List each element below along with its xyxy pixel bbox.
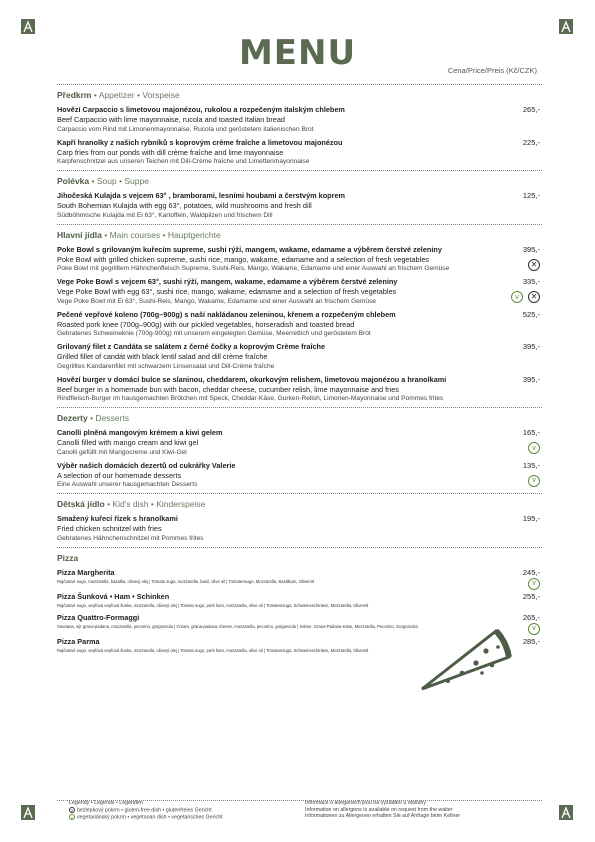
gluten-free-icon: ✕: [528, 291, 540, 303]
item-name-de: Canolli gefüllt mit Mangocreme und Kiwi-Gel: [57, 448, 187, 456]
menu-item: [57, 592, 542, 613]
item-name-cz: Výběr našich domácích dezertů od cukrářky Valerie: [57, 460, 236, 470]
logo-corner-icon: [21, 19, 35, 34]
section-title: [57, 171, 542, 191]
logo-corner-icon: [559, 19, 573, 34]
allergen-note-en: Information on allergens is available on request from the waiter: [305, 806, 453, 813]
item-name-en: Fried chicken schnitzel with fries: [57, 524, 162, 533]
legend-vegetarian: vegetariánský pokrm • vegetarian dish • vegetarisches Gericht: [77, 814, 223, 820]
gluten-free-icon: ✕: [70, 807, 74, 813]
menu-content: [57, 84, 542, 658]
menu-section: [57, 407, 542, 493]
vegetarian-icon: v: [511, 291, 523, 303]
allergen-note-de: Informationen zu Allergenen erhalten Sie auf Anfrage beim Kellner: [305, 813, 461, 820]
diet-icons: [528, 259, 540, 271]
item-name-en: South Bohemian Kulajda with egg 63°, potatoes, wild mushrooms and fresh dill: [57, 201, 312, 210]
item-name-en: Carp fries from our ponds with dill crème fraîche and lime mayonnaise: [57, 147, 284, 157]
item-name-de: Gebratenes Hähnchenschnitzel mit Pommes frites: [57, 534, 204, 542]
item-price: 265,-: [522, 612, 540, 622]
diet-icons: [528, 578, 540, 590]
diet-icons: [511, 291, 540, 303]
item-name-cz: Pizza Margherita: [57, 567, 115, 577]
section-title-cz: Hlavní jídla: [57, 229, 102, 240]
footer: [57, 800, 542, 820]
vegetarian-icon: v: [528, 623, 540, 635]
item-price: 195,-: [522, 514, 540, 523]
section-title-translations: • Appetizer • Vorspeise: [91, 90, 180, 100]
item-name-cz: Hovězí Carpaccio s limetovou majonézou, rukolou a rozpečeným italským chlebem: [57, 105, 345, 114]
item-name-cz: Pizza Parma: [57, 636, 100, 646]
item-name-de: Gebratenes Schweineknie (700g-900g) mit unserem eingelegten Gemüse, Meerrettich und geröstetem Brot: [57, 330, 371, 337]
section-title-translations: • Main courses • Hauptgerichte: [101, 229, 221, 240]
section-title-translations: • Desserts: [87, 413, 129, 423]
menu-section: [57, 224, 542, 408]
diet-icons: [528, 475, 540, 487]
price-header: Cena/Price/Preis (Kč/CZK): [447, 66, 537, 75]
item-name-de: Gegrilltes Kandarenfilet mit schwarzem Linsensalat und Dill-Crème fraîche: [57, 362, 275, 370]
item-price: 225,-: [522, 137, 540, 147]
item-price: 265,-: [522, 105, 540, 114]
menu-item: [57, 514, 542, 547]
legend-title: Legendy • Legends • Legenden: [69, 800, 143, 806]
menu-item: [57, 310, 542, 343]
menu-item: [57, 191, 542, 224]
page-title: MENU: [238, 33, 357, 73]
section-title: [57, 225, 542, 245]
item-name-de: Südböhmische Kulajda mit Ei 63°, Kartoffeln, Waldpilzen und frischem Dill: [57, 211, 273, 219]
item-name-cz: Kapří hranolky z našich rybníků s koprovým crème fraîche a limetovou majonézou: [57, 137, 343, 147]
section-title: [57, 85, 542, 105]
pizza-slice-icon: [418, 623, 513, 693]
section-title: [57, 548, 542, 568]
item-name-cz: Smažený kuřecí řízek s hranolkami: [57, 514, 178, 523]
vegetarian-icon: v: [528, 578, 540, 590]
item-ingredients: Smetana, sýr grana-padana, mozzarella, pecorino, gorgonzola | Cream, grana-padana cheese, mozzarella, pecorino, gorgonzola | Sahne, Grana-Padana-Käse, Mozzarella, Pecorino, Gorgonzola: [57, 623, 418, 629]
item-name-de: Rindfleisch-Burger im hausgemachten Brötchen mit Speck, Cheddar-Käse, Gurken-Relish, Limonen-Mayonnaise und Pommes frites: [57, 395, 444, 402]
item-price: 165,-: [522, 428, 540, 437]
item-ingredients: Rajčatové sugo, mozzarella, bazalka, olivový olej | Tomato sugo, mozzarella, basil, olive oil | Tomatensugo, Mozzarella, Basilikum, Olivenöl: [57, 578, 314, 584]
legend-gluten-free: bezlepkový pokrm • gluten-free dish • glutenfreies Gericht: [77, 807, 212, 813]
item-name-de: Poke Bowl mit gegrilltem Hähnchenfleisch Supreme, Sushi-Reis, Mango, Wakame, Edamame und einer Auswahl an frischem Gemüse: [57, 265, 450, 272]
item-name-en: Vege Poke Bowl with egg 63°, sushi rice, mango, wakame, edamame and a selection of fresh vegetables: [57, 287, 397, 296]
section-title-cz: Pizza: [57, 552, 79, 563]
section-title-translations: • Kid's dish • Kinderspeise: [104, 499, 206, 509]
diet-icons: [528, 442, 540, 454]
item-name-de: Karpfenschnitzel aus unseren Teichen mit Dill-Crème fraîche und Limettenmayonnaise: [57, 158, 310, 165]
item-name-cz: Pizza Quattro-Formaggi: [57, 612, 140, 622]
item-ingredients: Rajčatové sugo, vepřová vepřová šunka, mozzarella, olivový olej | Tomato sugo, pork ham, mozzarella, olive oil | Tomatensugo, Schweineschinken, Mozzarella, Olivenöl: [57, 602, 369, 608]
item-name-de: Eine Auswahl unserer hausgemachten Desserts: [57, 481, 198, 488]
item-name-cz: Vege Poke Bowl s vejcem 63°, sushi rýží, mangem, wakame, edamame a výběrem čerstvé zeleniny: [57, 277, 398, 286]
menu-section: [57, 493, 542, 547]
section-title-cz: Polévka: [57, 176, 90, 186]
item-name-cz: Poke Bowl s grilovaným kuřecím supreme, sushi rýží, mangem, wakame, edamame a výběrem čerstvé zeleniny: [57, 244, 442, 254]
item-name-de: Vege Poke Bowl mit Ei 63°, Sushi-Reis, Mango, Wakame, Edamame und einer Auswahl an frischem Gemüse: [57, 297, 377, 305]
logo-corner-icon: [21, 805, 35, 820]
section-title-cz: Dezerty: [57, 413, 88, 423]
menu-section: [57, 84, 542, 170]
gluten-free-icon: ✕: [528, 259, 540, 271]
item-price: 285,-: [522, 636, 540, 646]
section-title-translations: • Soup • Suppe: [89, 176, 149, 186]
item-name-en: Poke Bowl with grilled chicken supreme, sushi rice, mango, wakame, edamame and a selection of fresh vegetables: [57, 254, 429, 264]
item-name-en: Beef Carpaccio with lime mayonnaise, rucola and toasted Italian bread: [57, 115, 285, 124]
vegetarian-icon: v: [71, 814, 73, 820]
item-name-cz: Canolli plněná mangovým krémem a kiwi gelem: [57, 428, 223, 437]
section-title: [57, 494, 542, 514]
item-ingredients: Rajčatové sugo, vepřová vepřová šunka, mozzarella, olivový olej | Tomato sugo, pork ham, mozzarella, olive oil | Tomatensugo, Schweineschinken, Mozzarella, Olivenöl: [57, 647, 369, 653]
menu-item: [57, 461, 542, 494]
item-name-cz: Jihočeská Kulajda s vejcem 63° , bramborami, lesními houbami a čerstvým koprem: [57, 191, 346, 200]
item-name-cz: Pečené vepřové koleno (700g–900g) s naší nakládanou zeleninou, křenem a rozpečeným chlebem: [57, 309, 396, 319]
menu-item: [57, 245, 542, 278]
item-price: 245,-: [522, 567, 540, 577]
section-title-cz: Dětská jídlo: [57, 499, 105, 509]
item-price: 395,-: [522, 374, 540, 384]
diet-icons: [528, 623, 540, 635]
item-name-en: Beef burger in a homemade bun with bacon, cheddar cheese, cucumber relish, lime mayonnaise and fries: [57, 384, 399, 394]
menu-item: [57, 568, 542, 592]
item-price: 395,-: [522, 342, 540, 351]
vegetarian-icon: v: [528, 475, 540, 487]
item-name-de: Carpaccio vom Rind mit Limonenmayonnaise, Rucola und geröstetem italienischen Brot: [57, 125, 314, 133]
vegetarian-icon: v: [528, 442, 540, 454]
menu-item: [57, 277, 542, 310]
logo-corner-icon: [559, 805, 573, 820]
menu-item: [57, 342, 542, 375]
item-price: 525,-: [522, 309, 540, 319]
section-title: [57, 408, 542, 428]
allergen-note-cz: Informace o alergenech jsou na vyžádání u obsluhy: [305, 800, 427, 806]
item-price: 135,-: [522, 460, 540, 470]
item-name-en: Grilled fillet of candát with black lentil salad and dill crème fraîche: [57, 352, 268, 361]
item-name-cz: Pizza Šunková • Ham • Schinken: [57, 591, 170, 601]
item-price: 255,-: [522, 591, 540, 601]
item-price: 395,-: [522, 244, 540, 254]
item-name-en: Canolli filled with mango cream and kiwi gel: [57, 438, 199, 447]
menu-section: [57, 170, 542, 224]
item-name-cz: Grilovaný filet z Candáta se salátem z černé čočky a koprovým Crème fraîche: [57, 342, 326, 351]
item-price: 335,-: [522, 277, 540, 286]
item-price: 125,-: [522, 191, 540, 200]
menu-item: [57, 105, 542, 138]
item-name-cz: Hovězí burger v domácí bulce se slaninou, cheddarem, okurkovým relishem, limetovou majonézou a hranolkami: [57, 374, 447, 384]
menu-item: [57, 375, 542, 408]
menu-item: [57, 138, 542, 171]
item-name-en: Roasted pork knee (700g–900g) with our pickled vegetables, horseradish and toasted bread: [57, 319, 355, 329]
menu-item: [57, 428, 542, 461]
section-title-cz: Předkrm: [57, 90, 92, 100]
item-name-en: A selection of our homemade desserts: [57, 470, 182, 480]
